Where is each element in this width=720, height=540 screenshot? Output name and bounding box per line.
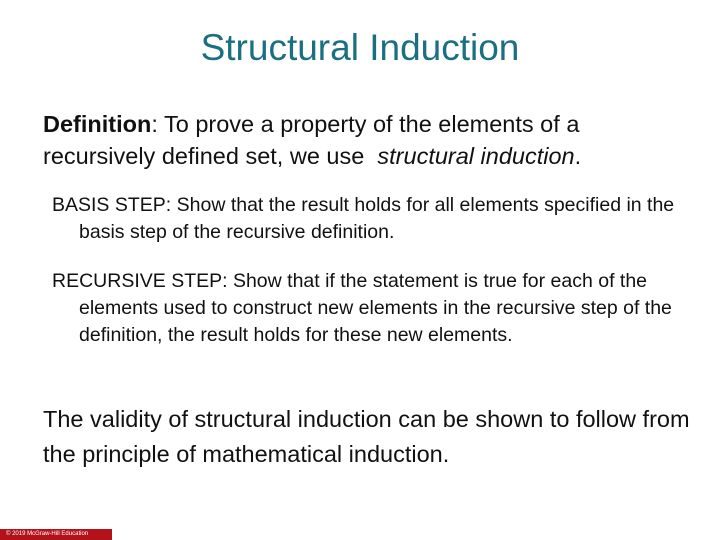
definition-text: To prove a property of the elements of a recursively defined set, we use [43,111,586,169]
conclusion-paragraph: The validity of structural induction can be shown to follow from the principle of mathematical induction. [43,406,690,467]
basis-step: BASIS STEP: Show that the result holds for all elements specified in the basis step of the recursive definition. [52,194,675,243]
copyright-footer: © 2019 McGraw-Hill Education [0,529,112,540]
recursive-step: RECURSIVE STEP: Show that if the statement is true for each of the elements used to construct new elements in the recursive step of the definition, the result holds for these new elements. [52,270,672,346]
definition-paragraph [43,108,683,172]
definition-end: . [574,143,582,169]
slide-title: Structural Induction [200,27,520,68]
definition-colon: : [151,111,158,137]
definition-term: Definition [43,111,152,137]
definition-emphasis: structural induction [377,143,575,169]
